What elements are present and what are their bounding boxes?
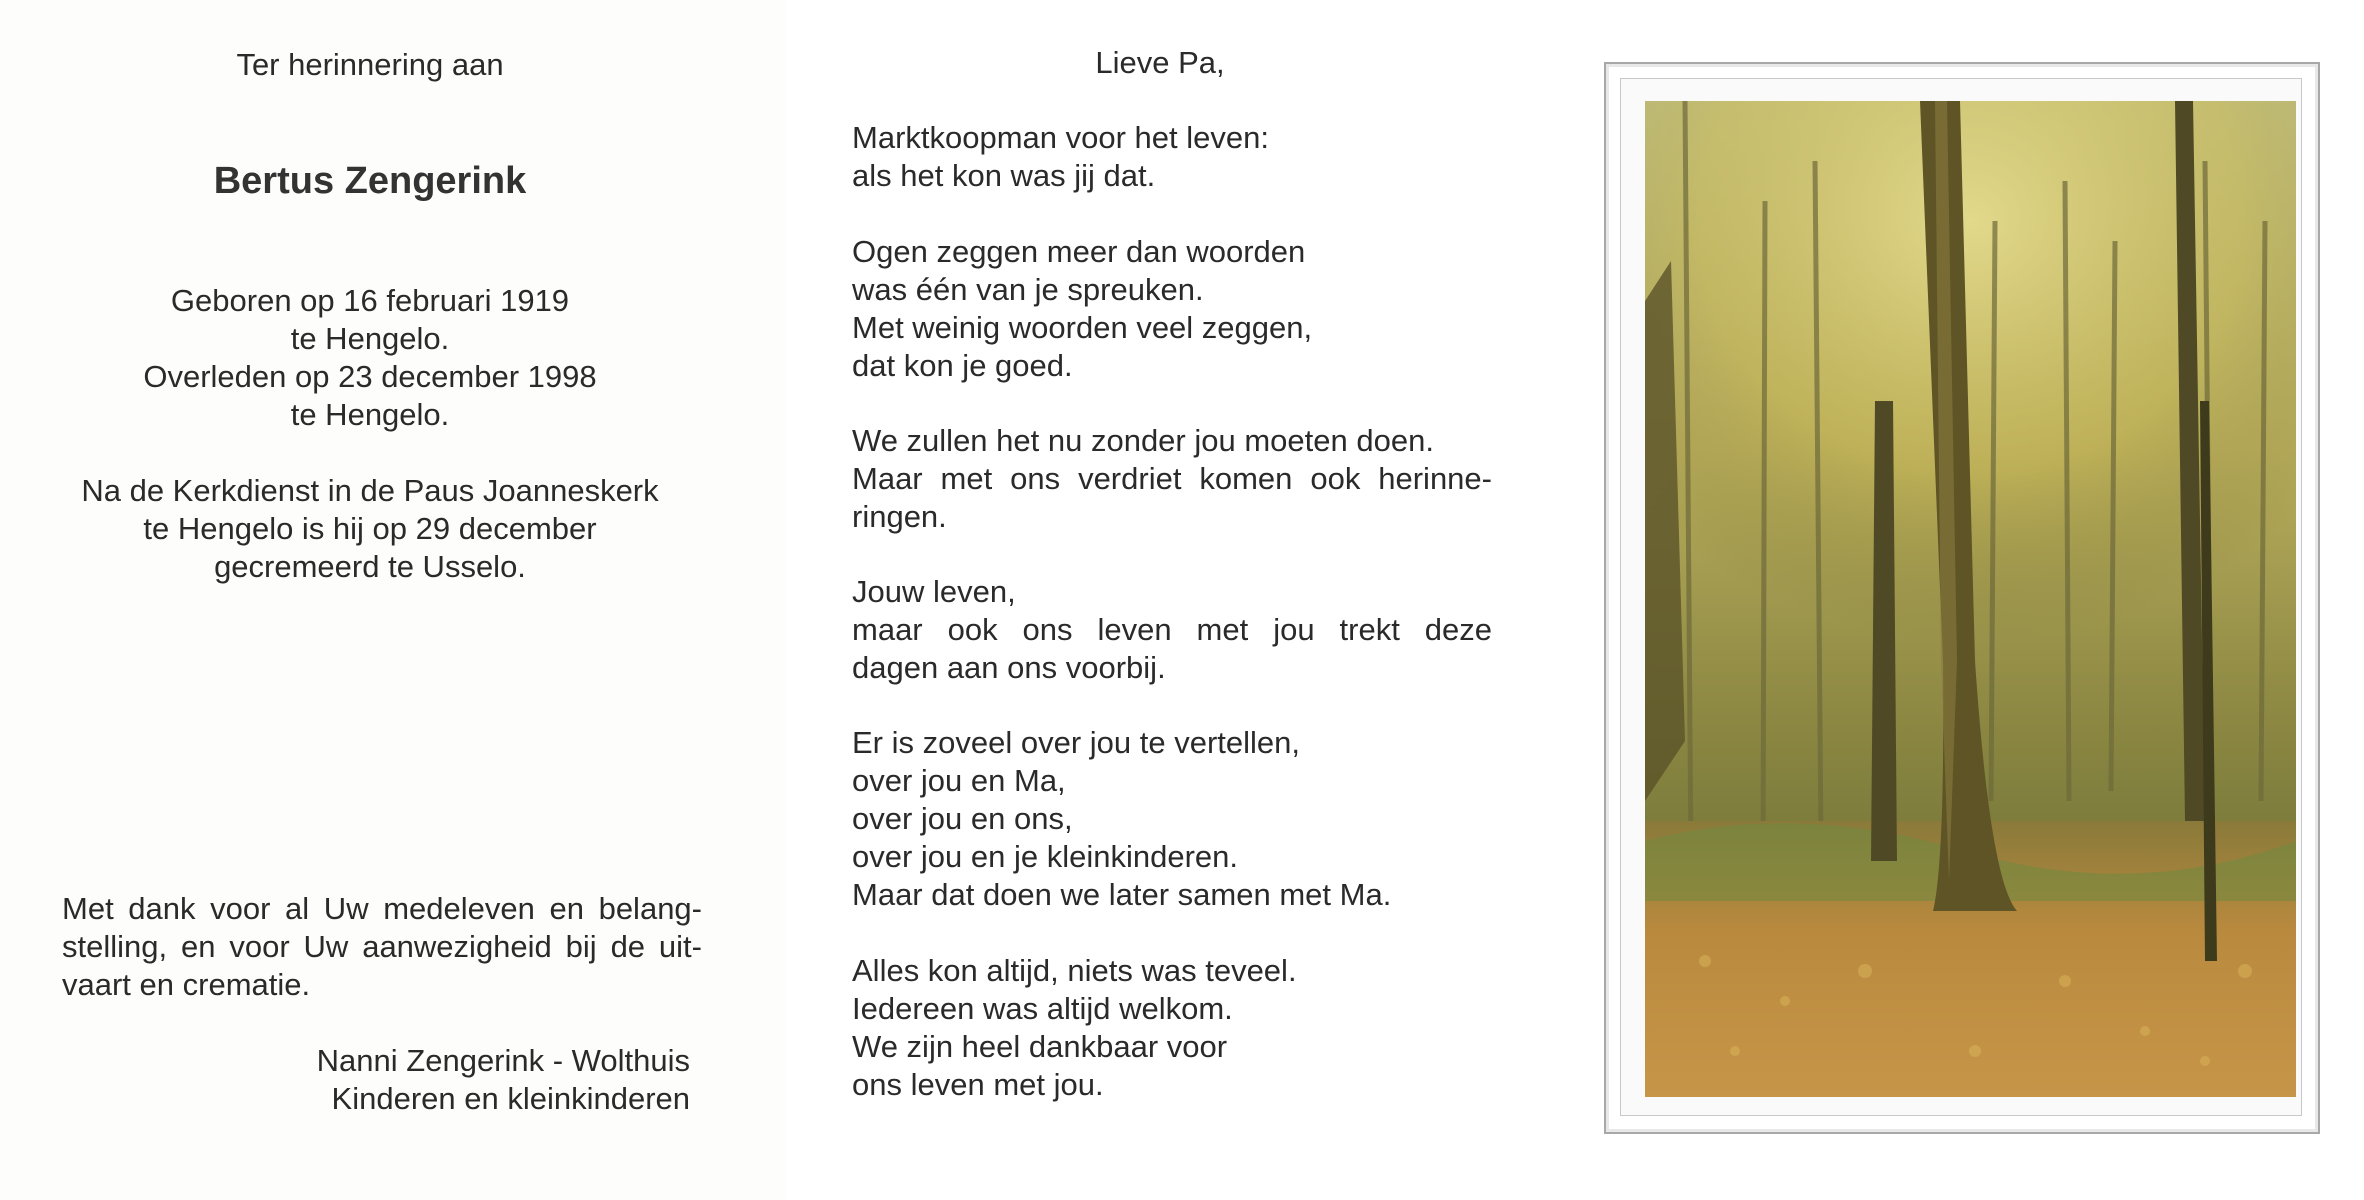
thanks-line-1: Met dank voor al Uw medeleven en belang- xyxy=(62,891,702,926)
death-line-2: te Hengelo. xyxy=(290,397,450,432)
deceased-name: Bertus Zengerink xyxy=(213,160,527,202)
poem-line: ringen. xyxy=(852,499,947,534)
poem-line: over jou en ons, xyxy=(852,801,1073,836)
signature-line-1: Nanni Zengerink - Wolthuis xyxy=(316,1043,690,1078)
birth-line-1: Geboren op 16 februari 1919 xyxy=(170,283,570,318)
poem-line: maar ook ons leven met jou trekt deze xyxy=(852,612,1492,647)
death-line-1: Overleden op 23 december 1998 xyxy=(143,359,597,394)
poem-line: dagen aan ons voorbij. xyxy=(852,650,1166,685)
left-tree-trunk xyxy=(1871,401,1897,861)
service-line-1: Na de Kerkdienst in de Paus Joanneskerk xyxy=(81,473,659,508)
poem-line: We zullen het nu zonder jou moeten doen. xyxy=(852,423,1434,458)
poem-stanza-4 xyxy=(852,573,1492,687)
signature-block xyxy=(40,1042,690,1118)
poem-line: als het kon was jij dat. xyxy=(852,158,1156,193)
forest-photo xyxy=(1645,101,2296,1097)
poem-line: ons leven met jou. xyxy=(852,1067,1104,1102)
service-details xyxy=(40,472,700,586)
poem-line: We zijn heel dankbaar voor xyxy=(852,1029,1228,1064)
intro-text: Ter herinnering aan xyxy=(236,47,504,82)
poem-line: was één van je spreuken. xyxy=(852,272,1204,307)
birth-details xyxy=(40,282,700,434)
poem-line: Met weinig woorden veel zeggen, xyxy=(852,310,1313,345)
poem-line: dat kon je goed. xyxy=(852,348,1073,383)
poem-line: Ogen zeggen meer dan woorden xyxy=(852,234,1306,269)
poem-line: over jou en je kleinkinderen. xyxy=(852,839,1239,874)
poem-stanza-1 xyxy=(852,119,1492,195)
poem-line: Iedereen was altijd welkom. xyxy=(852,991,1233,1026)
thanks-line-2: stelling, en voor Uw aanwezigheid bij de uit- xyxy=(62,929,702,964)
poem-line: Marktkoopman voor het leven: xyxy=(852,120,1269,155)
birth-line-2: te Hengelo. xyxy=(290,321,450,356)
poem-line: over jou en Ma, xyxy=(852,763,1066,798)
poem-greeting: Lieve Pa, xyxy=(1095,45,1225,80)
service-line-3: gecremeerd te Usselo. xyxy=(214,549,526,584)
poem-line: Er is zoveel over jou te vertellen, xyxy=(852,725,1300,760)
poem-line: Maar dat doen we later samen met Ma. xyxy=(852,877,1392,912)
poem-line: Jouw leven, xyxy=(852,574,1016,609)
thanks-line-3: vaart en crematie. xyxy=(62,967,311,1002)
poem-stanza-6 xyxy=(852,952,1492,1104)
poem-stanza-3 xyxy=(852,422,1492,536)
poem-stanza-5 xyxy=(852,724,1492,914)
thanks-paragraph xyxy=(62,890,702,1004)
poem-line: Maar met ons verdriet komen ook herinne- xyxy=(852,461,1492,496)
poem-stanza-2 xyxy=(852,233,1492,385)
signature-line-2: Kinderen en kleinkinderen xyxy=(331,1081,690,1116)
service-line-2: te Hengelo is hij op 29 december xyxy=(143,511,597,546)
poem-line: Alles kon altijd, niets was teveel. xyxy=(852,953,1297,988)
